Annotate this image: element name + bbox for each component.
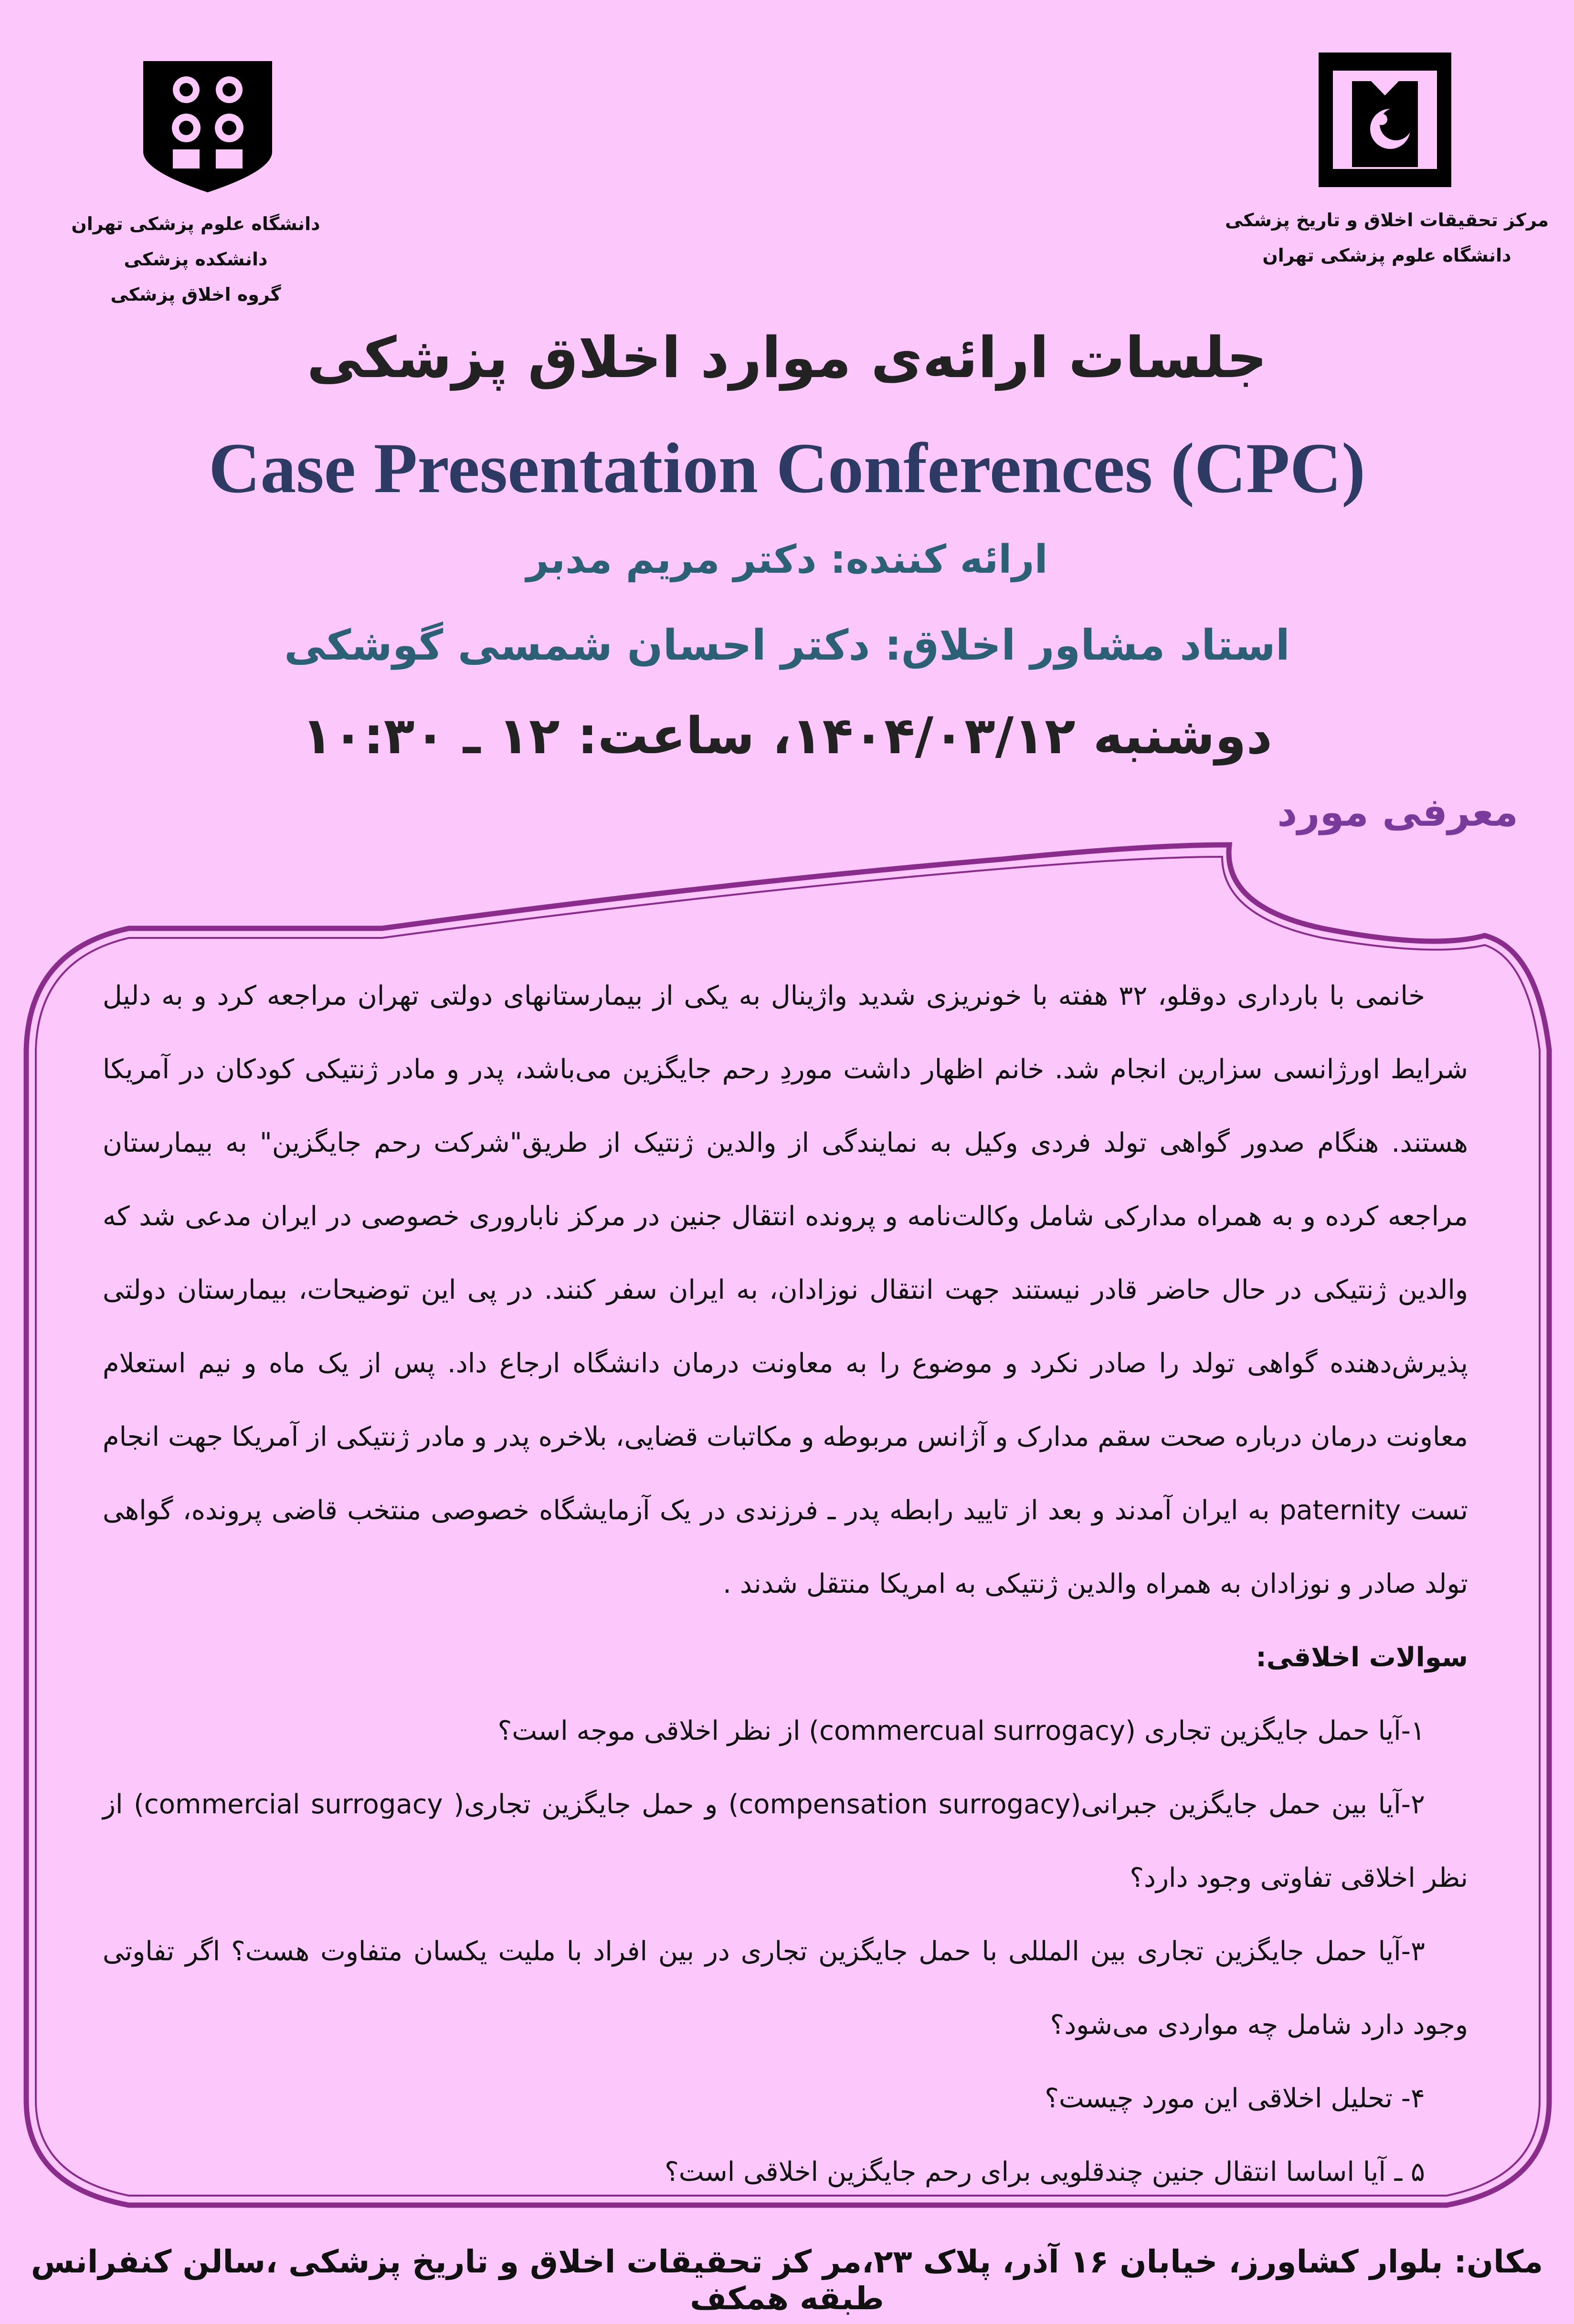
left-institution-line: دانشکده پزشکی: [124, 249, 268, 270]
left-institution-block: [53, 206, 339, 312]
question-item: ۲-آیا بین حمل جایگزین جبرانی(compensation surrogacy) و حمل جایگزین تجاری( commercial surrogacy) از نظر اخلاقی تفاوتی وجود دارد؟: [103, 1789, 1468, 1893]
right-institution-block: [1217, 202, 1556, 273]
question-item: ۴- تحلیل اخلاقی این مورد چیست؟: [1045, 2083, 1425, 2114]
right-institution-line: مرکز تحقیقات اخلاق و تاریخ پزشکی: [1225, 210, 1549, 231]
left-institution-line: گروه اخلاق پزشکی: [110, 284, 281, 305]
advisor-line: استاد مشاور اخلاق: دکتر احسان شمسی گوشکی: [284, 620, 1290, 670]
research-center-logo: [1319, 53, 1451, 187]
right-institution-line: دانشگاه علوم پزشکی تهران: [1262, 245, 1511, 266]
presenter-line: ارائه کننده: دکتر مریم مدبر: [526, 537, 1048, 582]
location-footer: مکان: بلوار کشاورز، خیابان ۱۶ آذر، پلاک ۲۳،مر کز تحقیقات اخلاق و تاریخ پزشکی ،سالن کنفرانس طبقه همکف: [31, 2243, 1543, 2317]
question-item: ۱-آیا حمل جایگزین تجاری (commercual surrogacy) از نظر اخلاقی موجه است؟: [497, 1715, 1425, 1746]
question-item: ۳-آیا حمل جایگزین تجاری بین المللی با حمل جایگزین تجاری در بین افراد با ملیت یکسان متفاوت هست؟ اگر تفاوتی وجود دارد شامل چه مواردی می‌شود؟: [103, 1936, 1468, 2040]
questions-heading: سوالات اخلاقی:: [1256, 1642, 1468, 1673]
title-english: Case Presentation Conferences (CPC): [208, 429, 1366, 508]
tums-logo: [138, 56, 277, 195]
case-content: [103, 959, 1468, 2209]
left-institution-line: دانشگاه علوم پزشکی تهران: [71, 213, 320, 234]
question-item: ۵ ـ آیا اساسا انتقال جنین چندقلویی برای رحم جایگزین اخلاقی است؟: [665, 2156, 1425, 2187]
case-section-title: معرفی مورد: [1277, 790, 1518, 835]
date-time-line: دوشنبه ۱۴۰۴/۰۳/۱۲، ساعت: ۱۲ ـ ۱۰:۳۰: [301, 706, 1273, 765]
title-persian: جلسات ارائه‌ی موارد اخلاق پزشکی: [306, 325, 1268, 390]
case-description: خانمی با بارداری دوقلو، ۳۲ هفته با خونریزی شدید واژینال به یکی از بیمارستانهای دولتی تهران مراجعه کرد و به دلیل شرایط اورژانسی سزارین انجام شد. خانم اظهار داشت موردِ رحم جایگزین می‌باشد، پدر و مادر ژنتیکی کودکان در آمریکا هستند. هنگام صدور گواهی تولد فردی وکیل به نمایندگی از والدین ژنتیک از طریق"شرکت رحم جایگزین" به بیمارستان مراجعه کرده و به همراه مدارکی شامل وکالت‌نامه و پرونده انتقال جنین در مرکز ناباروری خصوصی در ایران مدعی شد که والدین ژنتیکی در حال حاضر قادر نیستند جهت انتقال نوزادان، به ایران سفر کنند. در پی این توضیحات، بیمارستان دولتی پذیرش‌دهنده گواهی تولد را صادر نکرد و موضوع را به معاونت درمان دانشگاه ارجاع داد. پس از یک ماه و نیم استعلام معاونت درمان درباره صحت سقم مدارک و آژانس مربوطه و مکاتبات قضایی، بلاخره پدر و مادر ژنتیکی از آمریکا جهت انجام تست paternity به ایران آمدند و بعد از تایید رابطه پدر ـ فرزندی در یک آزمایشگاه خصوصی منتخب قاضی پرونده، گواهی تولد صادر و نوزادان به همراه والدین ژنتیکی به امریکا منتقل شدند .: [103, 980, 1468, 1599]
